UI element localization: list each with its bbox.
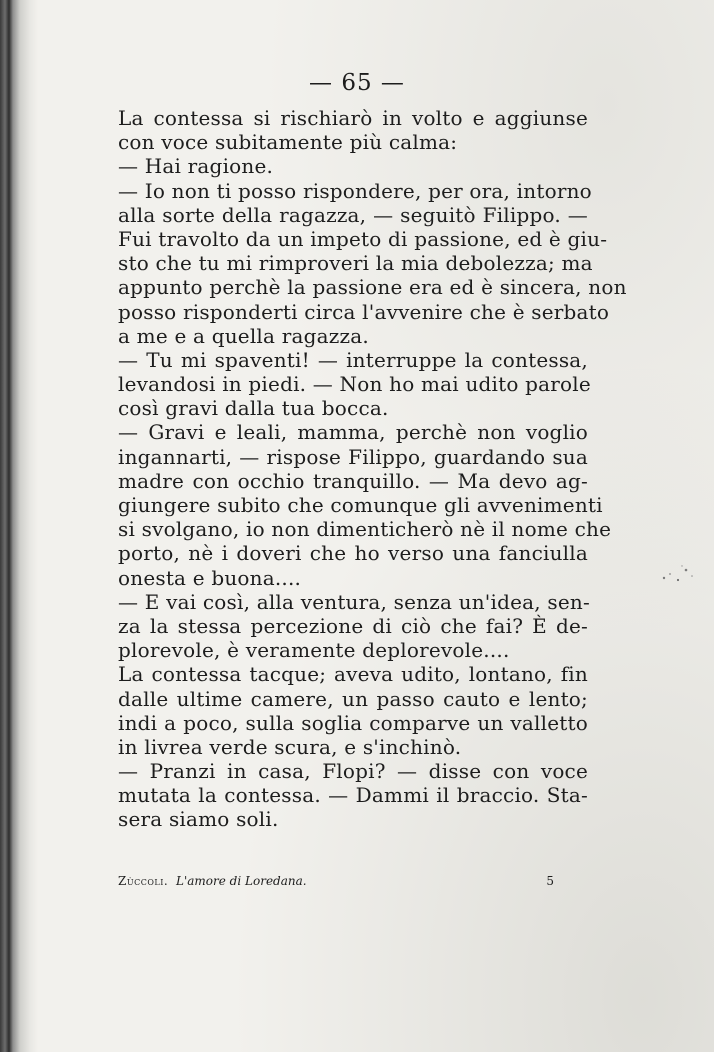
text-line: Fui travolto da un impeto di passione, ed è giu- [118, 226, 608, 251]
page-number: — 65 — [309, 70, 405, 96]
text-line: sera siamo soli. [118, 807, 279, 832]
text-line: indi a poco, sulla soglia comparve un valletto [118, 710, 588, 735]
footer-signature-mark: 5 [546, 874, 554, 888]
footer-book-title: L'amore di Loredana. [176, 874, 307, 888]
text-line: a me e a quella ragazza. [118, 323, 369, 348]
text-line: così gravi dalla tua bocca. [118, 396, 389, 421]
text-line: — Tu mi spaventi! — interruppe la contessa, [118, 347, 588, 372]
text-line: in livrea verde scura, e s'inchinò. [118, 734, 462, 759]
text-line: — Gravi e leali, mamma, perchè non voglio [118, 420, 588, 445]
footer-author: Zùccoli. [118, 874, 169, 888]
text-line: — Pranzi in casa, Flopi? — disse con voce [118, 759, 588, 784]
ink-speck-decoration [656, 560, 700, 590]
text-line: plorevole, è veramente deplorevole.... [118, 638, 510, 663]
text-line: sto che tu mi rimproveri la mia debolezza; ma [118, 251, 593, 276]
text-line: La contessa si rischiarò in volto e aggiunse [118, 106, 588, 130]
text-line: si svolgano, io non dimenticherò nè il nome che [118, 517, 612, 542]
text-line: — Hai ragione. [118, 154, 274, 179]
text-line: madre con occhio tranquillo. — Ma devo ag- [118, 468, 588, 493]
body-text [118, 106, 627, 832]
text-line: dalle ultime camere, un passo cauto e lento; [118, 686, 588, 711]
text-line: levandosi in piedi. — Non ho mai udito parole [118, 372, 591, 397]
text-line: alla sorte della ragazza, — seguitò Filippo. — [118, 202, 588, 227]
text-line: ingannarti, — rispose Filippo, guardando sua [118, 444, 588, 469]
text-line: onesta e buona.... [118, 565, 302, 590]
book-binding-edge [0, 0, 38, 1052]
text-line: appunto perchè la passione era ed è sincera, non [118, 275, 627, 300]
text-line: con voce subitamente più calma: [118, 130, 458, 155]
text-line: La contessa tacque; aveva udito, lontano, fin [118, 662, 588, 687]
text-line: — Io non ti posso rispondere, per ora, intorno [118, 178, 592, 203]
text-line: za la stessa percezione di ciò che fai? È de- [118, 613, 588, 638]
text-line: — E vai così, alla ventura, senza un'idea, sen- [118, 589, 590, 614]
text-line: mutata la contessa. — Dammi il braccio. Sta- [118, 783, 588, 808]
text-line: porto, nè i doveri che ho verso una fanciulla [118, 541, 588, 566]
page-footer [118, 872, 558, 890]
text-line: posso risponderti circa l'avvenire che è serbato [118, 299, 610, 324]
text-line: giungere subito che comunque gli avvenimenti [118, 493, 603, 517]
